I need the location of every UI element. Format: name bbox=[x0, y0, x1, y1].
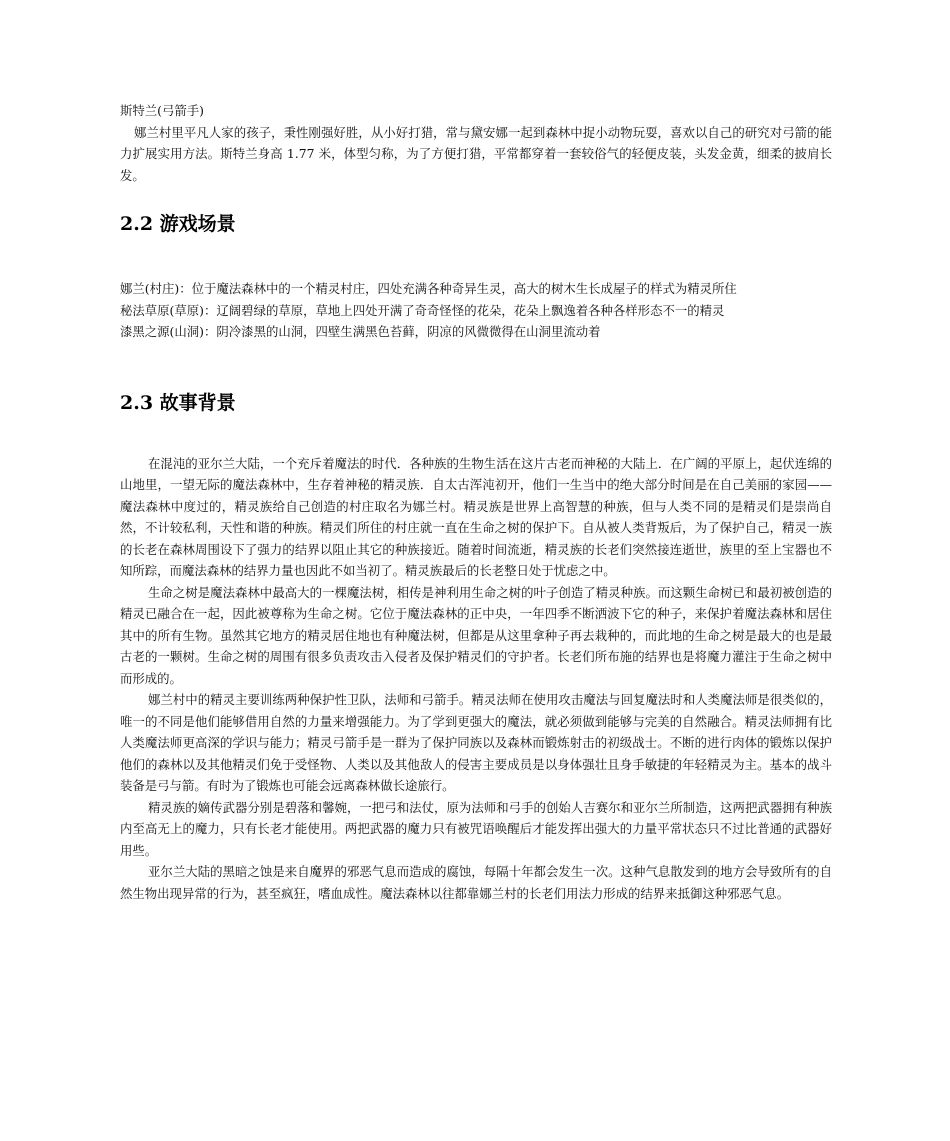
scene-item-grassland: 秘法草原(草原)：辽阔碧绿的草原，草地上四处开满了奇奇怪怪的花朵，花朵上飘逸着各种各样形态不一的精灵 bbox=[120, 302, 725, 318]
section-heading-game-scenes: 2.2 游戏场景 bbox=[120, 213, 236, 235]
story-paragraph: 精灵族的嫡传武器分别是碧落和馨婉，一把弓和法仗，原为法师和弓手的创始人吉赛尔和亚尔兰所制造，这两把武器拥有种族内至高无上的魔力，只有长老才能使用。两把武器的魔力只有被咒语唤醒后才能发挥出强大的力量平常状态只不过比普通的武器好用些。 bbox=[120, 799, 832, 858]
scene-item-village: 娜兰(村庄)：位于魔法森林中的一个精灵村庄，四处充满各种奇异生灵，高大的树木生长成屋子的样式为精灵所住 bbox=[120, 281, 737, 296]
scene-item-cave: 漆黑之源(山洞)：阴冷漆黑的山洞，四壁生满黑色苔藓，阴凉的风微微得在山洞里流动着 bbox=[120, 324, 601, 339]
story-paragraph: 娜兰村中的精灵主要训练两种保护性卫队，法师和弓箭手。精灵法师在使用攻击魔法与回复魔法时和人类魔法师是很类似的，唯一的不同是他们能够借用自然的力量来增强能力。为了学到更强大的魔法，就必须做到能够与完美的自然融合。精灵法师拥有比人类魔法师更高深的学识与能力；精灵弓箭手是一群为了保护同族以及森林而锻炼射击的初级战士。不断的进行肉体的锻炼以保护他们的森林以及其他精灵们免于受怪物、人类以及其他敌人的侵害主要成员是以身体强壮且身手敏捷的年轻精灵为主。基本的战斗装备是弓与箭。有时为了锻炼也可能会远离森林做长途旅行。 bbox=[120, 692, 832, 793]
story-paragraph: 生命之树是魔法森林中最高大的一棵魔法树，相传是神利用生命之树的叶子创造了精灵种族。而这颗生命树已和最初被创造的精灵已融合在一起，因此被尊称为生命之树。它位于魔法森林的正中央，一年四季不断洒波下它的种子，来保护着魔法森林和居住其中的所有生物。虽然其它地方的精灵居住地也有种魔法树，但都是从这里拿种子再去栽种的，而此地的生命之树是最大的也是最古老的一颗树。生命之树的周围有很多负责攻击入侵者及保护精灵们的守护者。长老们所布施的结界也是将魔力灌注于生命之树中而形成的。 bbox=[120, 584, 832, 686]
character-description: 娜兰村里平凡人家的孩子，秉性刚强好胜，从小好打猎，常与黛安娜一起到森林中捉小动物玩耍，喜欢以自己的研究对弓箭的能力扩展实用方法。斯特兰身高 1.77 米，体型匀称，为了方便打猎，平常都穿着一套较俗气的轻便皮装，头发金黄，细柔的披肩长发。 bbox=[120, 124, 832, 183]
story-text bbox=[120, 453, 832, 905]
character-entry bbox=[120, 100, 832, 186]
document-body bbox=[120, 100, 832, 904]
story-paragraph: 在混沌的亚尔兰大陆，一个充斥着魔法的时代．各种族的生物生活在这片古老而神秘的大陆上．在广阔的平原上，起伏连绵的山地里，一望无际的魔法森林中，生存着神秘的精灵族．自太古浑沌初开，他们一生当中的绝大部分时间是在自己美丽的家园——魔法森林中度过的，精灵族给自己创造的村庄取名为娜兰村。精灵族是世界上高智慧的种族，但与人类不同的是精灵们是崇尚自然，不计较私利，天性和谐的种族。精灵们所住的村庄就一直在生命之树的保护下。自从被人类背叛后，为了保护自己，精灵一族的长老在森林周围设下了强力的结界以阻止其它的种族接近。随着时间流逝，精灵族的长老们突然接连逝世，族里的至上宝器也不知所踪，而魔法森林的结界力量也因此不如当初了。精灵族最后的长老整日处于忧虑之中。 bbox=[120, 455, 832, 578]
scene-list bbox=[120, 278, 832, 343]
story-paragraph: 亚尔兰大陆的黑暗之蚀是来自魔界的邪恶气息而造成的腐蚀，每隔十年都会发生一次。这种气息散发到的地方会导致所有的自然生物出现异常的行为，甚至疯狂，嗜血成性。魔法森林以往都靠娜兰村的长老们用法力形成的结界来抵御这种邪恶气息。 bbox=[120, 864, 832, 901]
character-name: 斯特兰(弓箭手) bbox=[120, 103, 205, 118]
section-heading-story-background: 2.3 故事背景 bbox=[120, 391, 236, 414]
